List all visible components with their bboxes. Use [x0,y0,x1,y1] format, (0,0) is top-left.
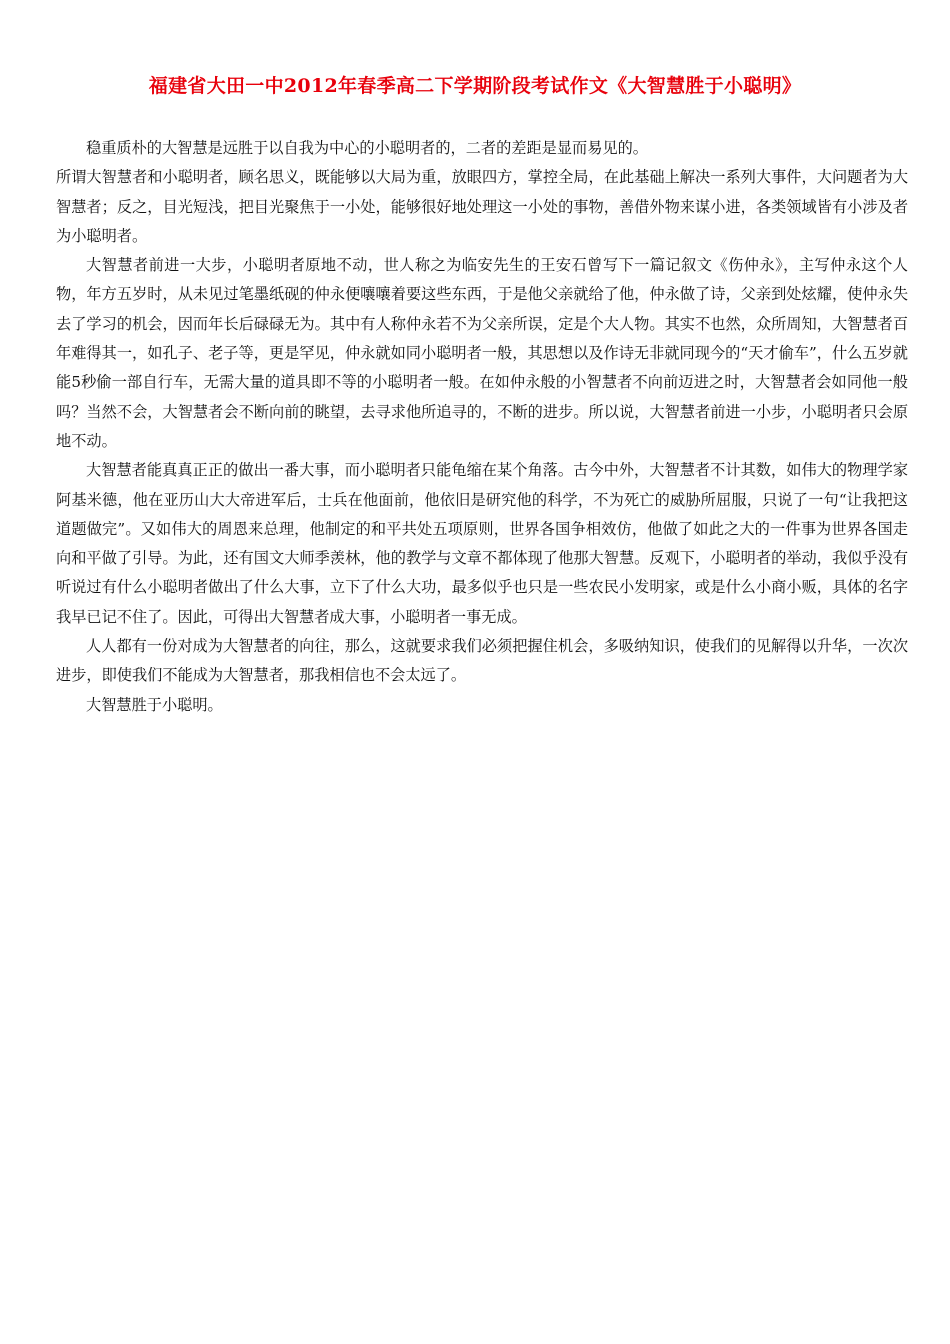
paragraph-opening: 稳重质朴的大智慧是远胜于以自我为中心的小聪明者的，二者的差距是显而易见的。 [86,139,648,157]
paragraph-examples: 大智慧者能真真正正的做出一番大事，而小聪明者只能龟缩在某个角落。古今中外，大智慧者不计其数，如伟大的物理学家阿基米德，他在亚历山大大帝进军后，士兵在他面前，他依旧是研究他的科学，不为死亡的威胁所屈服，只说了一句“让我把这道题做完”。又如伟大的周恩来总理，他制定的和平共处五项原则，世界各国争相效仿，他做了如此之大的一件事为世界各国走向和平做了引导。为此，还有国文大师季羡林，他的教学与文章不都体现了他那大智慧。反观下，小聪明者的举动，我似乎没有听说过有什么小聪明者做出了什么大事，立下了什么大功，最多似乎也只是一些农民小发明家，或是什么小商小贩，具体的名字我早已记不住了。因此，可得出大智慧者成大事，小聪明者一事无成。 [56,461,908,626]
paragraph-conclusion: 大智慧胜于小聪明。 [86,695,223,714]
paragraph-definition: 所谓大智慧者和小聪明者，顾名思义，既能够以大局为重，放眼四方，掌控全局，在此基础上解决一系列大事件，大问题者为大智慧者；反之，目光短浅，把目光聚焦于一小处，能够很好地处理这一小处的事物，善借外物来谋小进，各类领域皆有小涉及者为小聪明者。 [56,168,908,245]
document-title: 福建省大田一中2012年春季高二下学期阶段考试作文《大智慧胜于小聪明》 [148,75,802,97]
paragraph-zhongyong: 大智慧者前进一大步，小聪明者原地不动，世人称之为临安先生的王安石曾写下一篇记叙文《伤仲永》，主写仲永这个人物，年方五岁时，从未见过笔墨纸砚的仲永便嚷嚷着要这些东西，于是他父亲就给了他，仲永做了诗，父亲到处炫耀，使仲永失去了学习的机会，因而年长后碌碌无为。其中有人称仲永若不为父亲所误，定是个大人物。其实不也然，众所周知，大智慧者百年难得其一，如孔子、老子等，更是罕见，仲永就如同小聪明者一般，其思想以及作诗无非就同现今的“天才偷车”，什么五岁就能5秒偷一部自行车，无需大量的道具即不等的小聪明者一般。在如仲永般的小智慧者不向前迈进之时，大智慧者会如同他一般吗？当然不会，大智慧者会不断向前的眺望，去寻求他所追寻的，不断的进步。所以说，大智慧者前进一小步，小聪明者只会原地不动。 [56,256,908,450]
paragraph-aspiration: 人人都有一份对成为大智慧者的向往，那么，这就要求我们必须把握住机会，多吸纳知识，使我们的见解得以升华，一次次进步，即使我们不能成为大智慧者，那我相信也不会太远了。 [56,637,908,685]
essay-body [56,134,908,720]
